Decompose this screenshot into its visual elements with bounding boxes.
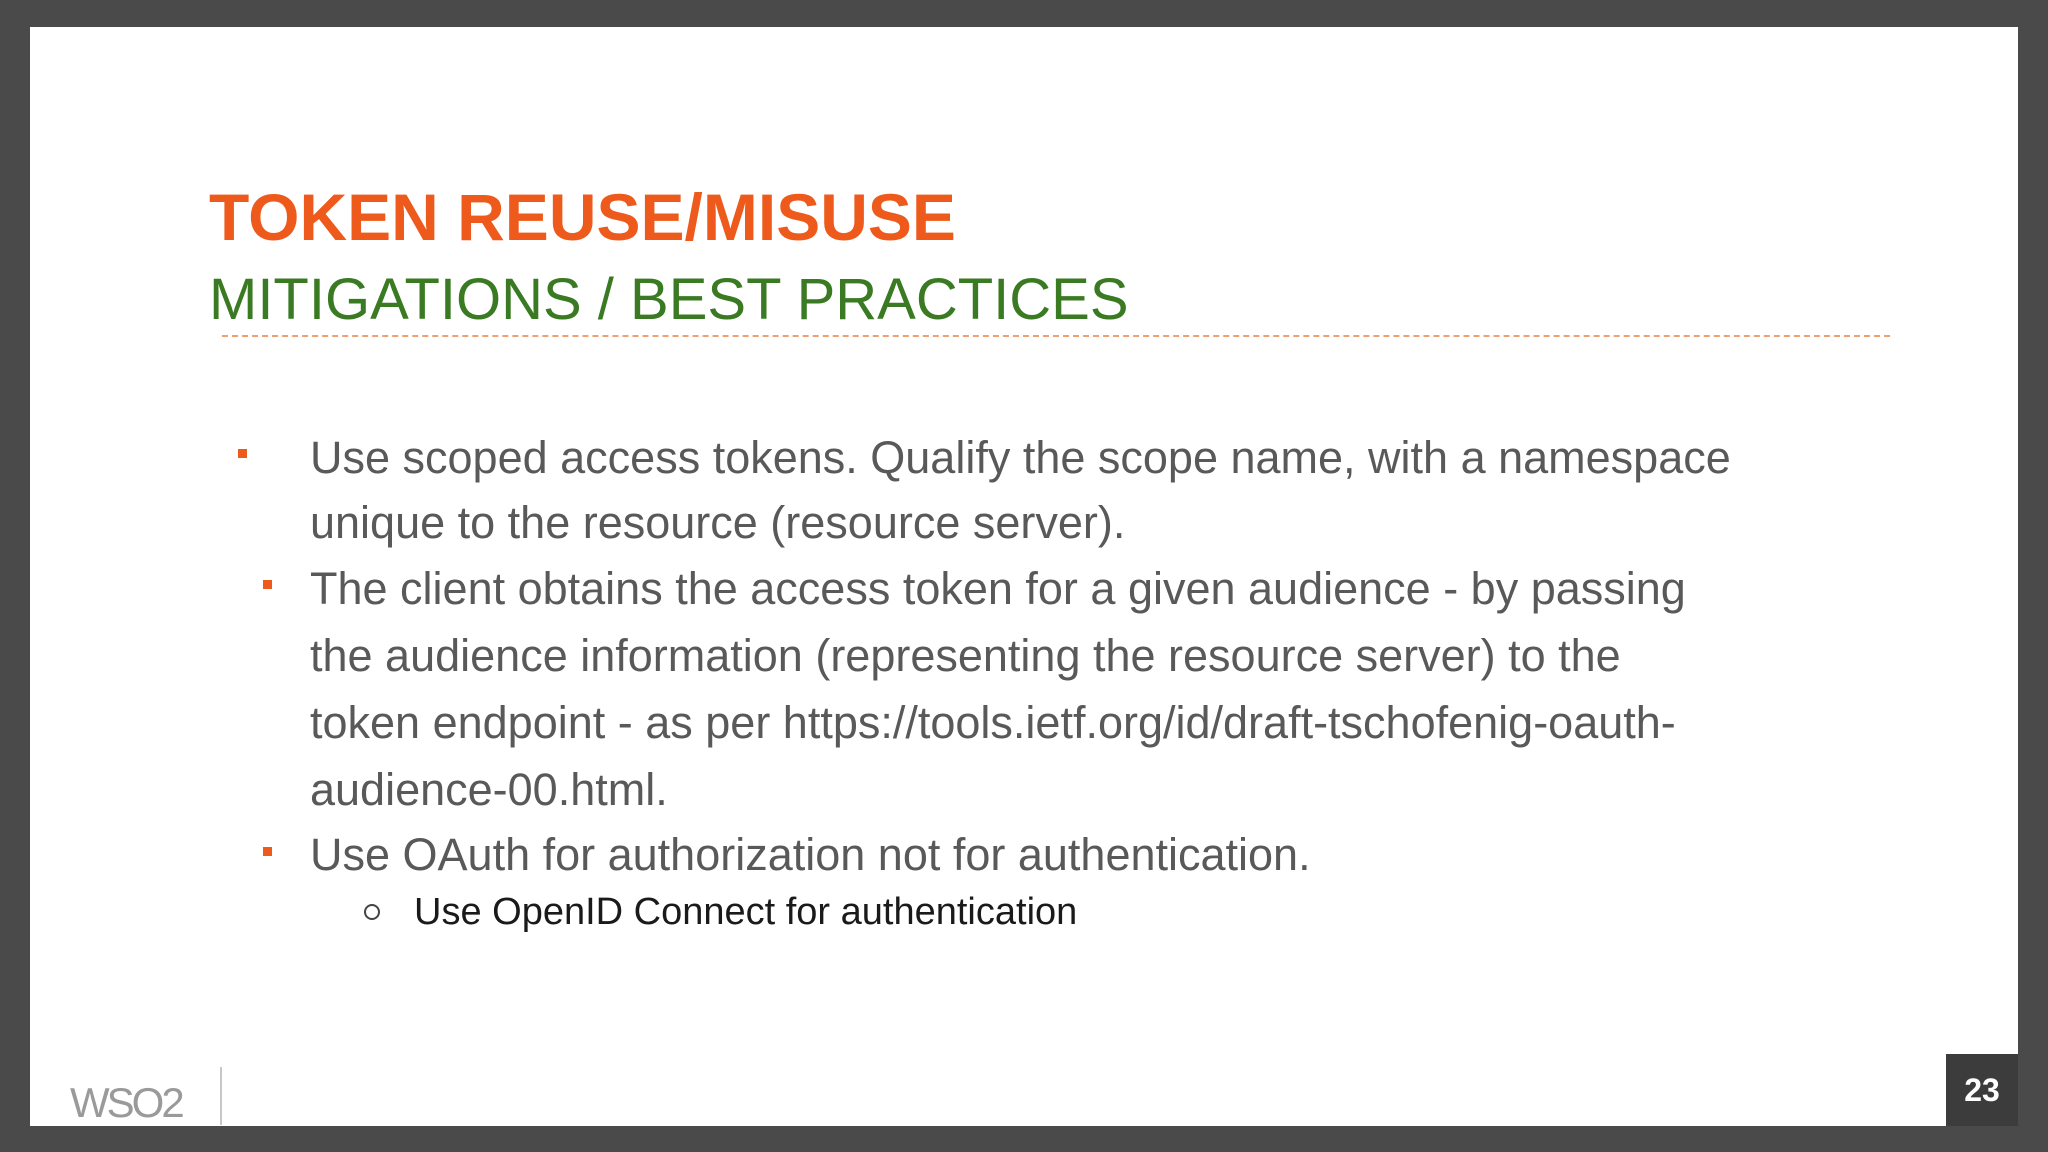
- wso2-logo-icon: [70, 1073, 210, 1126]
- page-number: 23: [1946, 1054, 2018, 1126]
- list-item-line: Use OAuth for authorization not for authentication.: [310, 829, 1311, 880]
- slide-subtitle: MITIGATIONS / BEST PRACTICES: [209, 267, 1129, 332]
- bullet-marker: [263, 847, 272, 856]
- list-item: [310, 425, 1731, 555]
- logo-divider: [220, 1067, 222, 1125]
- list-item: [310, 822, 1311, 887]
- list-item-line: The client obtains the access token for a given audience - by passing: [310, 563, 1686, 614]
- wso2-logo: [70, 1073, 210, 1126]
- list-item-line: audience-00.html.: [310, 764, 668, 815]
- sub-list-item: Use OpenID Connect for authentication: [414, 891, 1078, 933]
- logo-text: WSO2: [70, 1079, 182, 1126]
- list-item-line: Use scoped access tokens. Qualify the scope name, with a namespace: [310, 432, 1731, 483]
- list-item-line: the audience information (representing the resource server) to the: [310, 630, 1621, 681]
- slide-title: TOKEN REUSE/MISUSE: [209, 180, 956, 254]
- bullet-marker: [238, 449, 247, 458]
- list-item-line: unique to the resource (resource server).: [310, 497, 1126, 548]
- bullet-list: [30, 27, 2018, 1126]
- slide: [30, 27, 2018, 1126]
- sub-bullet-marker: [364, 904, 380, 920]
- list-item: [310, 555, 1686, 823]
- bullet-marker: [263, 580, 272, 589]
- list-item-line: token endpoint - as per https://tools.ietf.org/id/draft-tschofenig-oauth-: [310, 697, 1676, 748]
